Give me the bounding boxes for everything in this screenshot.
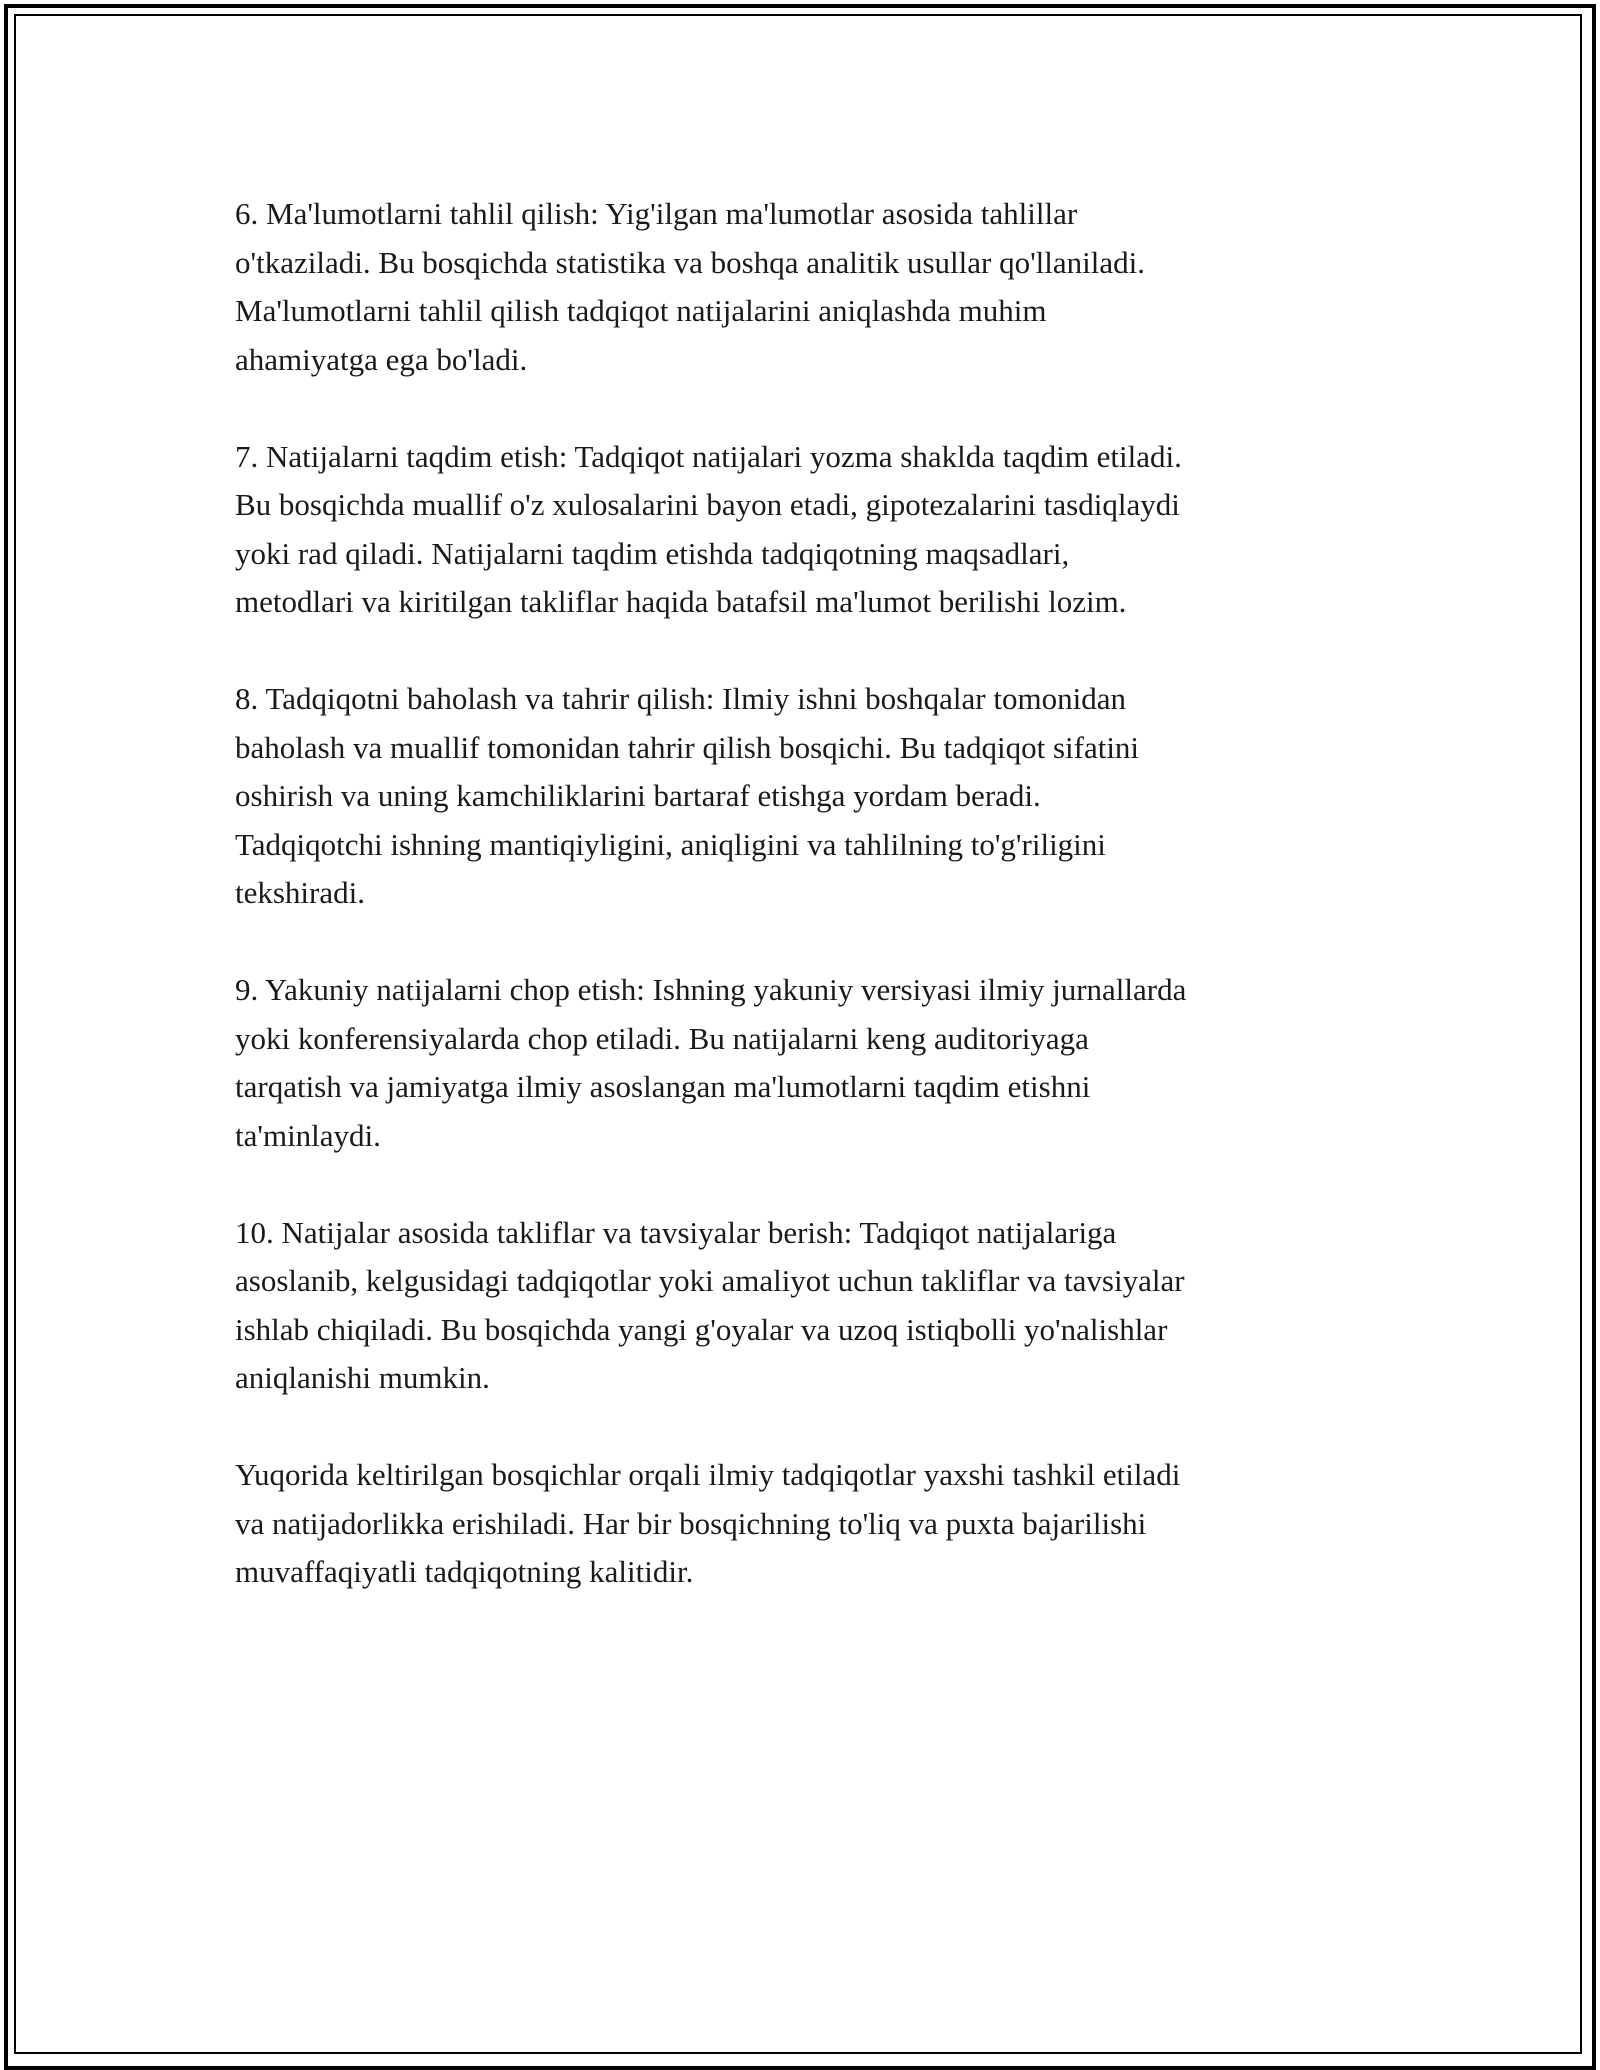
paragraph-step-10: 10. Natijalar asosida takliflar va tavsiyalar berish: Tadqiqot natijalariga asoslanib, kelgusidagi tadqiqotlar yoki amaliyot uchun takliflar va tavsiyalar ishlab chiqiladi. Bu bosqichda yangi g'oyalar va uzoq istiqbolli yo'nalishlar aniqlanishi mumkin.: [235, 1214, 1185, 1395]
paragraph-step-8: 8. Tadqiqotni baholash va tahrir qilish: Ilmiy ishni boshqalar tomonidan baholash va muallif tomonidan tahrir qilish bosqichi. Bu tadqiqot sifatini oshirish va uning kamchiliklarini bartaraf etishga yordam beradi. Tadqiqotchi ishning mantiqiyligini, aniqligini va tahlilning to'g'riligini tekshiradi.: [235, 681, 1140, 910]
paragraph-step-6: 6. Ma'lumotlarni tahlil qilish: Yig'ilgan ma'lumotlar asosida tahlillar o'tkaziladi. Bu bosqichda statistika va boshqa analitik usullar qo'llaniladi. Ma'lumotlarni tahlil qilish tadqiqot natijalarini aniqlashda muhim ahamiyatga ega bo'ladi.: [235, 196, 1145, 377]
paragraph-conclusion: Yuqorida keltirilgan bosqichlar orqali ilmiy tadqiqotlar yaxshi tashkil etiladi va natijadorlikka erishiladi. Har bir bosqichning to'liq va puxta bajarilishi muvaffaqiyatli tadqiqotning kalitidir.: [235, 1457, 1181, 1589]
paragraph-step-9: 9. Yakuniy natijalarni chop etish: Ishning yakuniy versiyasi ilmiy jurnallarda yoki konferensiyalarda chop etiladi. Bu natijalarni keng auditoriyaga tarqatish va jamiyatga ilmiy asoslangan ma'lumotlarni taqdim etishni ta'minlaydi.: [235, 972, 1187, 1153]
document-body: [235, 190, 1395, 1597]
paragraph-step-7: 7. Natijalarni taqdim etish: Tadqiqot natijalari yozma shaklda taqdim etiladi. Bu bosqichda muallif o'z xulosalarini bayon etadi, gipotezalarini tasdiqlaydi yoki rad qiladi. Natijalarni taqdim etishda tadqiqotning maqsadlari, metodlari va kiritilgan takliflar haqida batafsil ma'lumot berilishi lozim.: [235, 438, 1182, 619]
